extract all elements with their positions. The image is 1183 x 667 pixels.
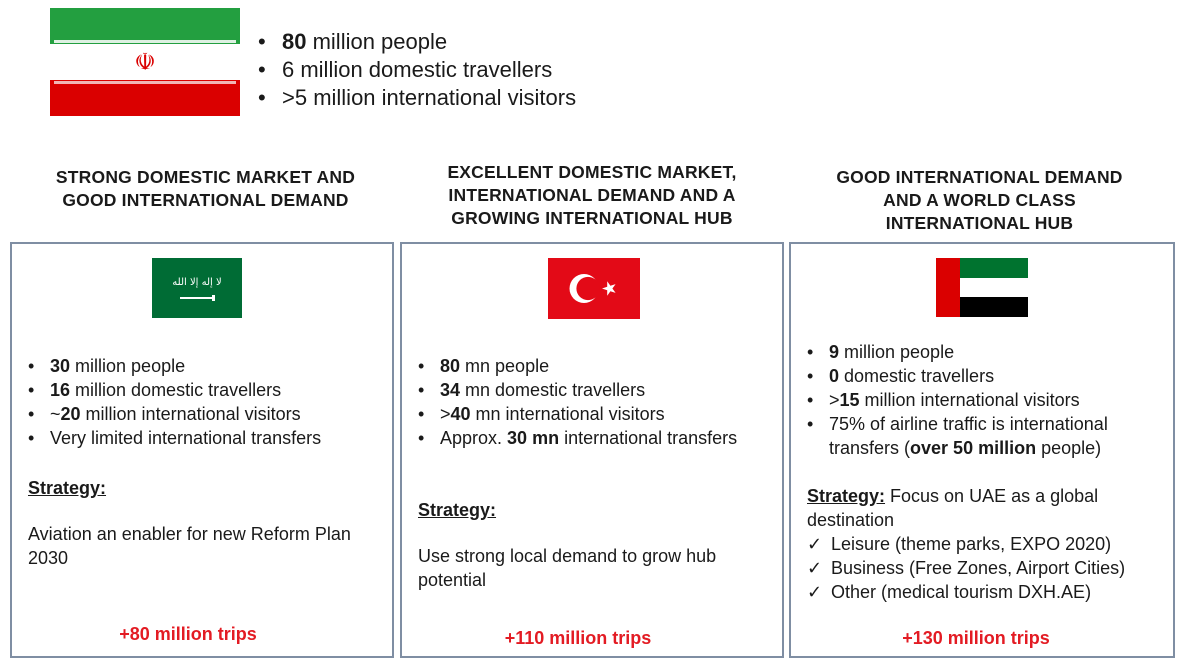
list-item: • 75% of airline traffic is international transfers (over 50 million people) — [805, 412, 1155, 460]
list-item: • >5 million international visitors — [258, 84, 576, 112]
saudi-flag — [152, 258, 242, 318]
strategy-label: Strategy: — [418, 500, 497, 520]
column-heading-saudi: STRONG DOMESTIC MARKET AND GOOD INTERNATIONAL DEMAND — [55, 167, 356, 210]
svg-text:لا إله إلا الله: لا إله إلا الله — [172, 277, 222, 288]
column-heading-turkey: EXCELLENT DOMESTIC MARKET, INTERNATIONAL DEMAND AND A GROWING INTERNATIONAL HUB — [447, 162, 737, 228]
list-item: • 0 domestic travellers — [805, 364, 1155, 388]
panel-uae — [789, 242, 1175, 658]
list-item: • 16 million domestic travellers — [26, 378, 386, 402]
turkey-flag — [548, 258, 640, 319]
strategy-text: Focus on UAE as a global destination — [807, 486, 1099, 530]
list-item: • Very limited international transfers — [26, 426, 386, 450]
list-item: • 9 million people — [805, 340, 1155, 364]
strategy-line — [807, 484, 1167, 532]
uae-trips-total: +130 million trips — [902, 628, 1050, 648]
turkey-strategy — [418, 498, 768, 592]
uae-strategy — [807, 484, 1167, 604]
turkey-stats-list — [416, 354, 756, 450]
iran-emblem: ☫ — [134, 48, 156, 76]
list-item: • ~20 million international visitors — [26, 402, 386, 426]
uae-strategy-checklist — [807, 532, 1167, 604]
list-item: • 34 mn domestic travellers — [416, 378, 756, 402]
strategy-text: Aviation an enabler for new Reform Plan 2030 — [28, 524, 351, 568]
saudi-trips-total: +80 million trips — [119, 624, 257, 644]
saudi-stats-list — [26, 354, 386, 450]
panel-saudi-arabia — [10, 242, 394, 658]
list-item: • >15 million international visitors — [805, 388, 1155, 412]
list-item: • 30 million people — [26, 354, 386, 378]
turkey-trips-total: +110 million trips — [504, 628, 652, 648]
check-item: ✓ Other (medical tourism DXH.AE) — [807, 580, 1167, 604]
list-item: • 80 million people — [258, 28, 576, 56]
list-item: • 6 million domestic travellers — [258, 56, 576, 84]
strategy-label: Strategy: — [28, 478, 107, 498]
iran-flag — [50, 8, 240, 116]
panel-turkey — [400, 242, 784, 658]
list-item: • Approx. 30 mn international transfers — [416, 426, 756, 450]
strategy-text: Use strong local demand to grow hub potential — [418, 546, 717, 590]
column-heading-uae: GOOD INTERNATIONAL DEMAND AND A WORLD CLASS INTERNATIONAL HUB — [836, 167, 1123, 233]
strategy-label: Strategy: — [807, 486, 886, 506]
uae-flag — [936, 258, 1028, 317]
list-item: • 80 mn people — [416, 354, 756, 378]
uae-stats-list — [805, 340, 1155, 460]
check-item: ✓ Business (Free Zones, Airport Cities) — [807, 556, 1167, 580]
check-item: ✓ Leisure (theme parks, EXPO 2020) — [807, 532, 1167, 556]
saudi-strategy — [28, 476, 378, 570]
list-item: • >40 mn international visitors — [416, 402, 756, 426]
iran-stats-list — [258, 28, 576, 112]
